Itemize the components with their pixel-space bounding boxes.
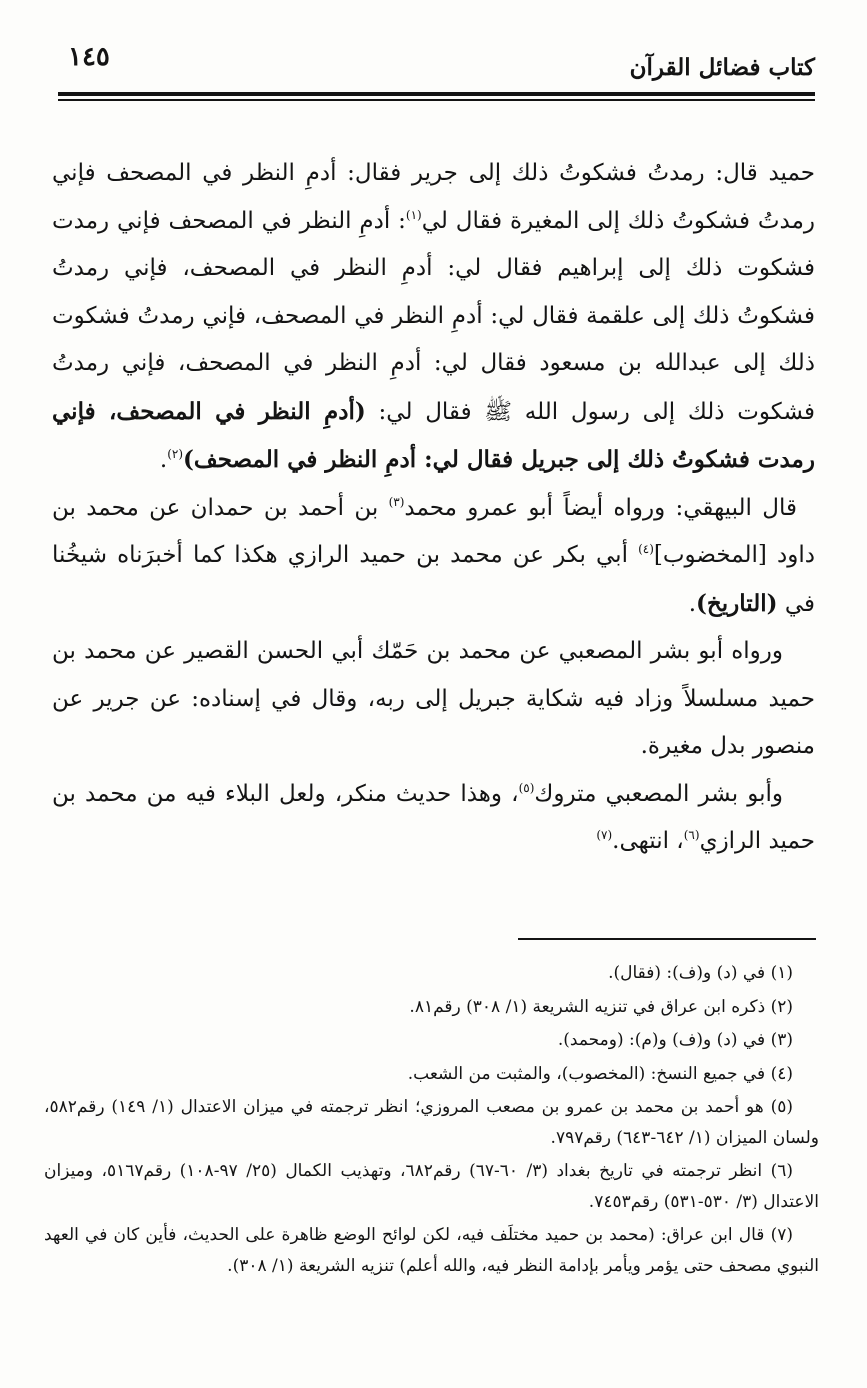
paragraph-2-text-a: قال البيهقي: ورواه أيضاً أبو عمرو محمد [404, 494, 797, 521]
footnote-marker-4[interactable]: (٤) [638, 542, 654, 556]
footnote-marker-3[interactable]: (٣) [388, 494, 405, 509]
footnote-7: (٧) قال ابن عراق: (محمد بن حميد مختلَف فيه، لكن لوائح الوضع ظاهرة على الحديث، فأين كان في العهد النبوي مصحف حتى يؤمر ويأمر بإدامة النظر فيه، والله أعلم) تنزيه الشريعة (١/ ٣٠٨). [44, 1225, 819, 1276]
footnotes-block [44, 958, 819, 1284]
paragraph-1-text-a: حميد قال: رمدتُ فشكوتُ ذلك إلى جرير فقال: أدمِ النظر في المصحف فإني رمدتُ فشكوتُ ذلك إلى المغيرة فقال لي [52, 160, 815, 234]
header-rule-thick [58, 92, 815, 96]
paragraph-4 [52, 771, 815, 866]
paragraph-3 [52, 628, 815, 771]
page-header [58, 38, 815, 98]
paragraph-2-text-c: أبي بكر عن محمد بن حميد الرازي هكذا كما أخبرَناه شيخُنا في [52, 542, 815, 617]
paragraph-4-text-a: وأبو بشر المصعبي متروك [534, 780, 783, 807]
footnote-marker-2[interactable]: (٢) [167, 447, 184, 461]
paragraph-2-text-b: بن أحمد بن حمدان عن محمد بن داود [المخضوب] [52, 494, 815, 568]
paragraph-1 [52, 150, 815, 485]
footnote-2: (٢) ذكره ابن عراق في تنزيه الشريعة (١/ ٣٠٨) رقم٨١. [409, 996, 793, 1017]
footnote-1: (١) في (د) و(ف): (فقال). [608, 963, 793, 983]
footnote-5: (٥) هو أحمد بن محمد بن عمرو بن مصعب المروزي؛ انظر ترجمته في ميزان الاعتدال (١/ ١٤٩) رقم٥٨٢، ولسان الميزان (١/ ٦٤٢-٦٤٣) رقم٧٩٧. [44, 1097, 819, 1148]
footnote-marker-6[interactable]: (٦) [683, 828, 700, 842]
hadith-quote-bold: (أدمِ النظر في المصحف، فإني رمدت فشكوتُ ذلك إلى جبريل فقال لي: أدمِ النظر في المصحف) [52, 397, 815, 473]
header-rule-thin [58, 99, 815, 101]
main-text [52, 150, 815, 866]
paragraph-4-text-b: ، وهذا حديث منكر، ولعل البلاء فيه من محمد بن حميد الرازي [52, 780, 815, 854]
paragraph-3-text: ورواه أبو بشر المصعبي عن محمد بن حَمّك أبي الحسن القصير عن محمد بن حميد مسلسلاً وزاد فيه شكاية جبريل إلى ربه، وقال في إسناده: عن جرير عن منصور بدل مغيرة. [52, 638, 815, 759]
footnote-marker-7[interactable]: (٧) [596, 828, 613, 842]
footnote-marker-5[interactable]: (٥) [518, 780, 535, 795]
footnote-3: (٣) في (د) و(ف) و(م): (ومحمد). [557, 1030, 793, 1050]
page-number: ١٤٥ [68, 42, 110, 72]
paragraph-4-text-c: ، انتهى. [612, 828, 684, 854]
footnote-marker-1[interactable]: (١) [405, 207, 422, 222]
paragraph-1-text-b: : أدمِ النظر في المصحف فإني رمدت فشكوت ذلك إلى إبراهيم فقال لي: أدمِ النظر في المصحف، فإني رمدتُ فشكوتُ ذلك إلى علقمة فقال لي: أدمِ النظر في المصحف، فإني رمدتُ فشكوت ذلك إلى عبدالله بن مسعود فقال لي: أدمِ النظر في المصحف، فإني رمدتُ فشكوت ذلك إلى رسول الله ﷺ فقال لي: [52, 207, 815, 425]
footnote-6: (٦) انظر ترجمته في تاريخ بغداد (٣/ ٦٠-٦٧) رقم٦٨٢، وتهذيب الكمال (٢٥/ ٩٧-١٠٨) رقم٥١٦٧، وميزان الاعتدال (٣/ ٥٣٠-٥٣١) رقم٧٤٥٣. [44, 1161, 819, 1212]
paragraph-1-text-c: . [159, 447, 168, 473]
source-title-bold: (التاريخ) [696, 589, 778, 617]
paragraph-2-text-d: . [688, 590, 697, 617]
paragraph-2 [52, 485, 815, 629]
footnote-4: (٤) في جميع النسخ: (المخصوب)، والمثبت من الشعب. [407, 1063, 793, 1084]
running-title: كتاب فضائل القرآن [629, 54, 815, 81]
footnote-separator [518, 938, 816, 940]
